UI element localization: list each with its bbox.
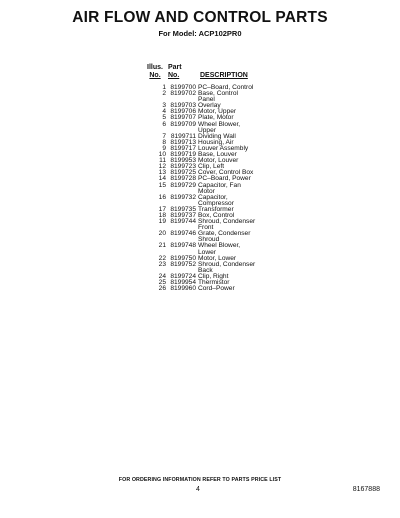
part-description: Wheel Blower, Upper [198, 120, 241, 134]
part-number: 8199713 [170, 138, 196, 146]
part-description: Clip, Right [198, 272, 229, 280]
ordering-note: FOR ORDERING INFORMATION REFER TO PARTS PRICE LIST [118, 477, 282, 483]
part-description: PC–Board, Control [198, 84, 254, 91]
model-subtitle: For Model: ACP102PR0 [158, 29, 242, 38]
illus-no-header: Illus. No. [147, 64, 163, 79]
part-description: Capacitor, Fan Motor [198, 181, 241, 195]
part-description: Motor, Louver [198, 157, 239, 165]
part-description: Overlay [198, 102, 221, 110]
part-description: Motor, Lower [198, 254, 237, 262]
part-description: Base, Louver [198, 151, 237, 159]
description-header: DESCRIPTION [200, 72, 248, 79]
illus-number: 19 [158, 218, 166, 226]
illus-number: 2 [162, 90, 166, 98]
part-description: Box, Control [198, 211, 235, 219]
part-description: Grate, Condenser Shroud [198, 230, 251, 244]
part-number: 8199717 [170, 144, 196, 152]
illus-number: 25 [158, 279, 166, 286]
illus-number: 21 [158, 242, 166, 250]
part-description: Louver Assembly [198, 144, 249, 152]
illus-number: 22 [158, 254, 166, 262]
illus-number: 1 [162, 84, 166, 91]
part-number: 8199702 [170, 90, 196, 98]
illus-number: 4 [162, 108, 166, 116]
illus-number: 12 [158, 163, 166, 171]
part-number: 8199703 [170, 102, 196, 110]
part-number: 8199725 [170, 169, 196, 177]
illus-number: 5 [162, 114, 166, 122]
illus-number: 10 [158, 151, 166, 159]
illus-number: 6 [162, 120, 166, 128]
illus-number: 11 [159, 157, 166, 165]
part-number: 8199954 [170, 279, 196, 286]
part-description: Plate, Motor [198, 114, 234, 122]
document-number: 8167888 [352, 486, 380, 493]
page-title: AIR FLOW AND CONTROL PARTS [72, 9, 328, 26]
part-number: 8199723 [170, 163, 196, 171]
illus-number: 23 [158, 260, 166, 268]
part-number: 8199750 [170, 254, 196, 262]
part-number: 8199700 [170, 84, 196, 91]
illus-number: 14 [158, 175, 166, 183]
part-no-header: Part No. [168, 64, 182, 79]
part-number: 8199711 [170, 132, 196, 140]
part-number: 8199744 [170, 218, 196, 226]
part-description: Shroud, Condenser Front [198, 218, 256, 232]
part-number: 8199706 [170, 108, 196, 116]
part-description: Dividing Wall [198, 132, 236, 140]
part-number: 8199735 [170, 205, 196, 213]
illus-number: 18 [158, 211, 166, 219]
part-number: 8199728 [170, 175, 196, 183]
parts-table-header [144, 64, 310, 80]
part-number: 8199719 [170, 151, 196, 159]
part-number: 8199737 [170, 211, 196, 219]
illus-number: 3 [162, 102, 166, 110]
table-row [144, 183, 310, 195]
part-description: Base, Control Panel [198, 90, 238, 104]
part-number: 8199729 [170, 181, 196, 189]
illus-number: 7 [162, 132, 166, 140]
part-number: 8199752 [170, 260, 196, 268]
part-number: 8199709 [170, 120, 196, 128]
part-description: PC–Board, Power [198, 175, 251, 183]
part-number: 8199732 [170, 193, 196, 201]
illus-number: 20 [158, 230, 166, 238]
part-number: 8199960 [170, 285, 196, 293]
part-description: Cover, Control Box [198, 169, 254, 177]
part-description: Transformer [198, 205, 234, 213]
part-number: 8199746 [170, 230, 196, 238]
part-number: 8199724 [170, 272, 196, 280]
illus-number: 8 [162, 138, 166, 146]
part-description: Shroud, Condenser Back [198, 260, 256, 274]
parts-table [144, 64, 310, 292]
illus-number: 13 [158, 169, 166, 177]
page-number: 4 [196, 486, 200, 493]
illus-number: 16 [158, 193, 166, 201]
table-row [144, 286, 310, 292]
part-description: Thermistor [198, 279, 230, 286]
part-description: Housing, Air [198, 138, 234, 146]
part-description: Cord–Power [198, 285, 235, 293]
illus-number: 15 [158, 181, 166, 189]
part-description: Wheel Blower, Lower [198, 242, 241, 256]
part-description: Clip, Left [198, 163, 225, 171]
part-number: 8199748 [170, 242, 196, 250]
part-number: 8199953 [170, 157, 196, 165]
illus-number: 24 [158, 272, 166, 280]
table-row [144, 243, 310, 255]
part-description: Capacitor, Compressor [198, 193, 234, 207]
illus-number: 26 [158, 285, 166, 293]
illus-number: 17 [158, 205, 166, 213]
table-row [144, 122, 310, 134]
illus-number: 9 [162, 144, 166, 152]
parts-table-body [144, 85, 310, 292]
part-description: Motor, Upper [198, 108, 237, 116]
table-row [144, 91, 310, 103]
part-number: 8199707 [170, 114, 196, 122]
